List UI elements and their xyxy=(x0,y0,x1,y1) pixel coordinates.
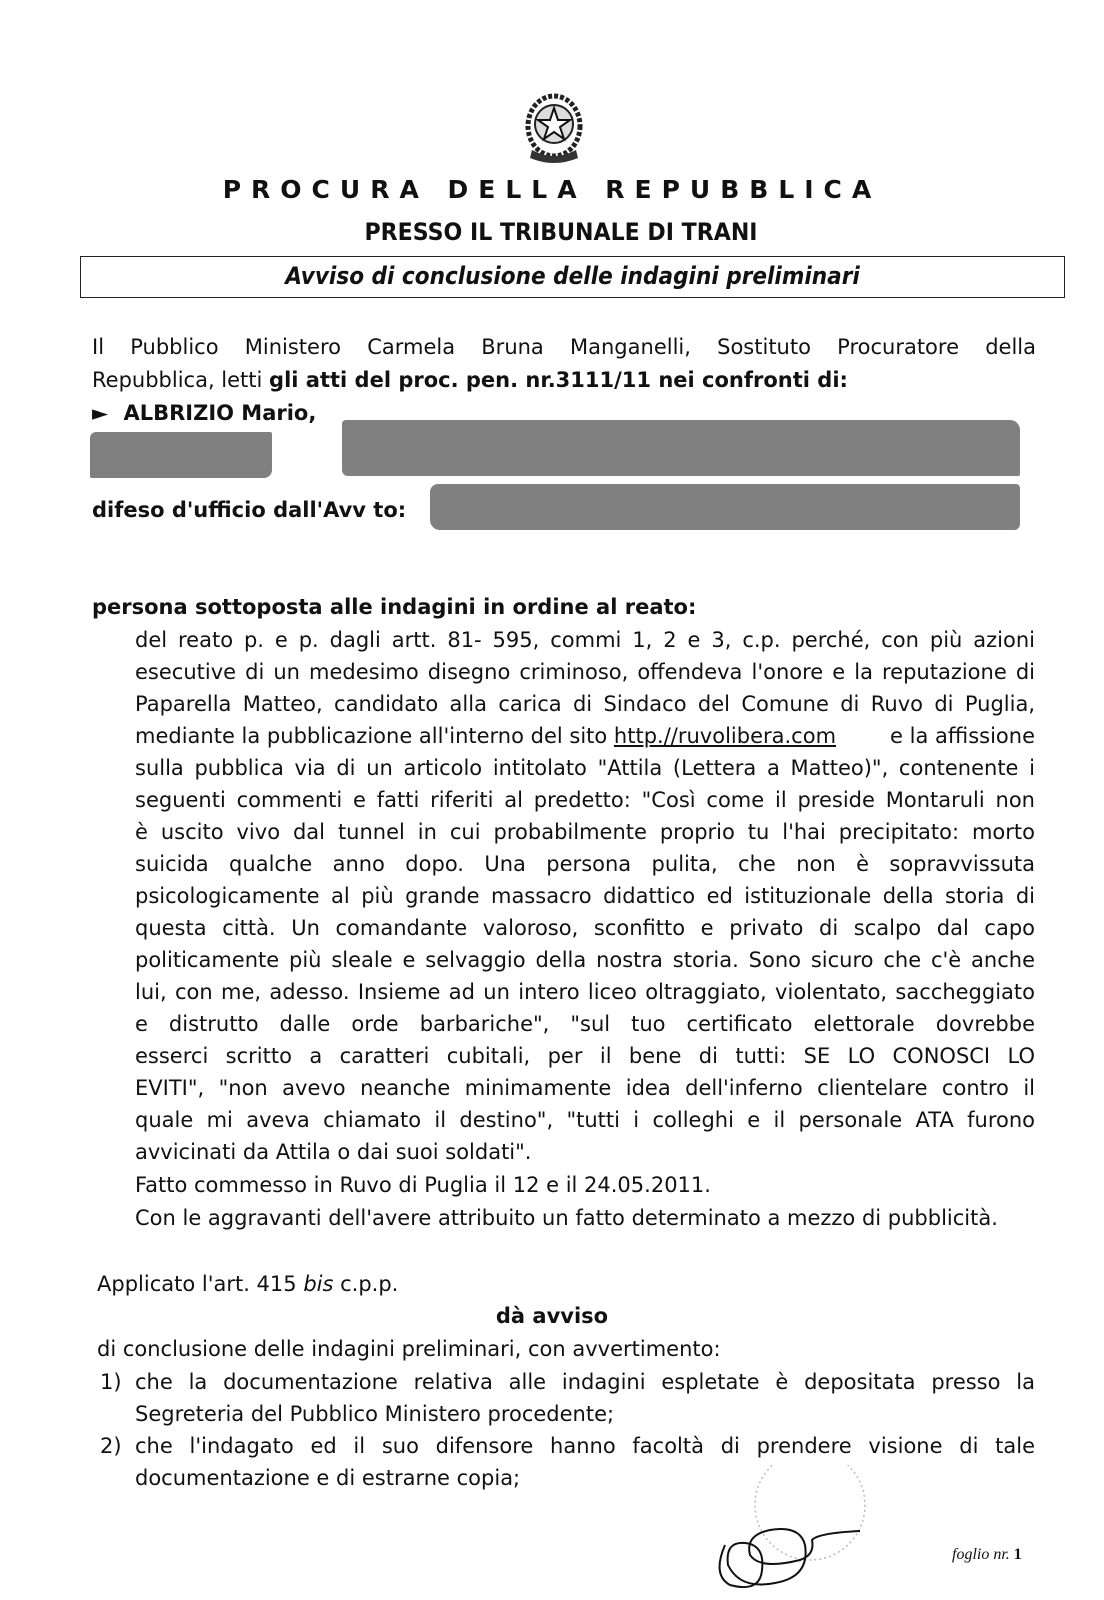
applied-article-bis: bis xyxy=(303,1272,334,1296)
fact-date: Fatto commesso in Ruvo di Puglia il 12 e il 24.05.2011. xyxy=(135,1173,711,1197)
sheet-number xyxy=(952,1546,1022,1564)
notice-item-number: 1) xyxy=(100,1370,122,1394)
defender-label: difeso d'ufficio dall'Avv to: xyxy=(92,498,407,522)
proceeding-reference: gli atti del proc. pen. nr.3111/11 nei confronti di: xyxy=(269,368,848,392)
charge-line: avvicinati da Attila o dai suoi soldati". xyxy=(135,1140,532,1164)
office-title: PROCURA DELLA REPUBBLICA xyxy=(222,175,882,204)
applied-article-post: c.p.p. xyxy=(333,1272,399,1296)
charge-line: politicamente più sleale e selvaggio della nostra storia. Sono sicuro che c'è anche xyxy=(135,948,1035,972)
charge-line: mediante la pubblicazione all'interno del sito xyxy=(135,724,614,748)
sheet-number-value: 1 xyxy=(1013,1546,1022,1563)
charge-line: e distrutto dalle orde barbariche", "sul tuo certificato elettorale dovrebbe xyxy=(135,1012,1035,1036)
intro-line-1: Il Pubblico Ministero Carmela Bruna Manganelli, Sostituto Procuratore della xyxy=(92,335,1036,359)
charge-line-tail: e la affissione xyxy=(883,724,1035,748)
charge-line: psicologicamente al più grande massacro didattico ed istituzionale della storia di xyxy=(135,884,1035,908)
charge-line-link xyxy=(135,722,1035,750)
notice-item-number: 2) xyxy=(100,1434,122,1458)
website-link[interactable]: http.//ruvolibera.com xyxy=(613,724,837,748)
applied-article-pre: Applicato l'art. 415 xyxy=(97,1272,304,1296)
charge-line: seguenti commenti e fatti riferiti al predetto: "Così come il preside Montaruli non xyxy=(135,788,1035,812)
charge-line: lui, con me, adesso. Insieme ad un intero liceo oltraggiato, violentato, saccheggiato xyxy=(135,980,1035,1004)
redaction-suspect-details xyxy=(342,420,1020,476)
signature-stamp-icon xyxy=(700,1465,900,1595)
intro-line-2 xyxy=(92,366,848,394)
charge-line: questa città. Un comandante valoroso, sconfitto e privato di scalpo dal capo xyxy=(135,916,1035,940)
charge-line: EVITI", "non avevo neanche minimamente idea dell'inferno clientelare contro il xyxy=(135,1076,1035,1100)
notice-item-line: che la documentazione relativa alle indagini espletate è depositata presso la xyxy=(135,1370,1035,1394)
gives-notice-heading: dà avviso xyxy=(495,1304,609,1328)
notice-item-line: documentazione e di estrarne copia; xyxy=(135,1466,521,1490)
charge-line: sulla pubblica via di un articolo intitolato "Attila (Lettera a Matteo)", contenente i xyxy=(135,756,1035,780)
applied-article xyxy=(97,1270,398,1298)
italian-republic-emblem-icon xyxy=(524,92,584,166)
suspect-name: ALBRIZIO Mario, xyxy=(123,401,317,425)
intro-line-2-plain: Repubblica, letti xyxy=(92,368,270,392)
redaction-suspect-details-2 xyxy=(90,432,272,478)
court-title: PRESSO IL TRIBUNALE DI TRANI xyxy=(364,218,758,246)
charge-heading: persona sottoposta alle indagini in ordine al reato: xyxy=(92,595,697,619)
document-title: Avviso di conclusione delle indagini preliminari xyxy=(285,262,860,290)
bullet-icon: ► xyxy=(92,401,109,425)
charge-line: esserci scritto a caratteri cubitali, per il bene di tutti: SE LO CONOSCI LO xyxy=(135,1044,1035,1068)
sheet-label: foglio nr. xyxy=(952,1546,1010,1563)
charge-line: è uscito vivo dal tunnel in cui probabilmente proprio tu l'hai precipitato: morto xyxy=(135,820,1035,844)
charge-line: suicida qualche anno dopo. Una persona pulita, che non è sopravvissuta xyxy=(135,852,1035,876)
notice-item-line: Segreteria del Pubblico Ministero procedente; xyxy=(135,1402,615,1426)
notice-item-line: che l'indagato ed il suo difensore hanno facoltà di prendere visione di tale xyxy=(135,1434,1035,1458)
suspect-line xyxy=(92,399,316,427)
notice-intro: di conclusione delle indagini preliminari, con avvertimento: xyxy=(97,1337,721,1361)
charge-line: quale mi aveva chiamato il destino", "tutti i colleghi e il personale ATA furono xyxy=(135,1108,1035,1132)
charge-line: del reato p. e p. dagli artt. 81- 595, commi 1, 2 e 3, c.p. perché, con più azioni xyxy=(135,628,1035,652)
aggravating-circumstances: Con le aggravanti dell'avere attribuito un fatto determinato a mezzo di pubblicità. xyxy=(135,1206,998,1230)
charge-line: esecutive di un medesimo disegno criminoso, offendeva l'onore e la reputazione di xyxy=(135,660,1035,684)
redaction-defender xyxy=(430,484,1020,530)
charge-line: Paparella Matteo, candidato alla carica di Sindaco del Comune di Ruvo di Puglia, xyxy=(135,692,1035,716)
